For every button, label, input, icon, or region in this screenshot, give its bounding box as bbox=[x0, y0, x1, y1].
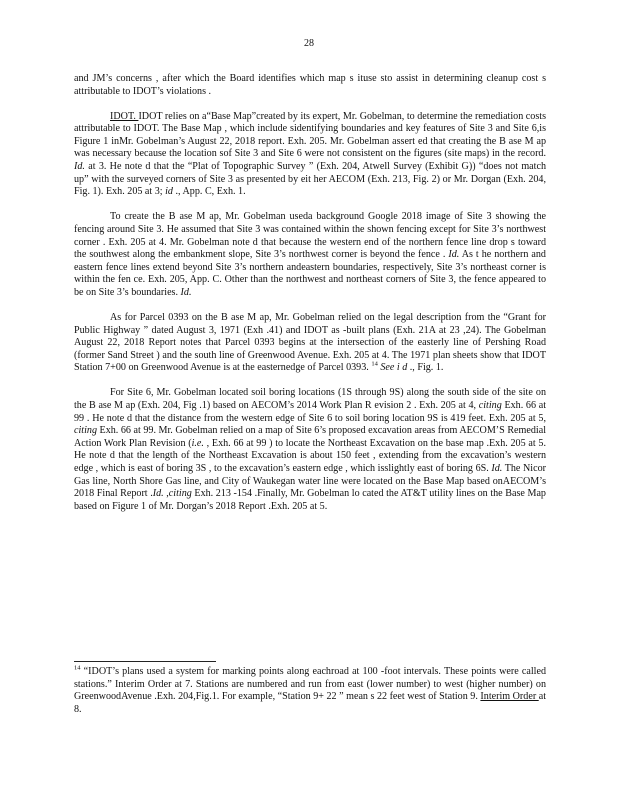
text-run: As for Parcel 0393 on the B ase M ap, Mr. Gobelman relied on the legal description from the “Grant for Public Highway ” dated August 3, 1971 (Exh .41) and IDOT as -built plans (Exh. 21A at 23 ,24). The Gobelman August 22, 2018 Report notes that Parcel 0393 begins at the intersection of the easterly line of Pershing Road (former Sand Street ) and the south line of Greenwood Avenue. Exh. 205 at 4. The 1971 plan sheets show that IDOT Station 7+00 on Greenwood Avenue is at the easternedge of Parcel 0393. bbox=[74, 312, 546, 374]
footnote-marker: 14 bbox=[371, 361, 378, 369]
citation-text: Id. bbox=[152, 488, 164, 500]
footnote-14 bbox=[74, 666, 546, 716]
paragraph-continuation bbox=[74, 73, 546, 98]
footnote-divider bbox=[74, 661, 216, 662]
text-run: “IDOT’s plans used a system for marking points along eachroad at 100 -foot intervals. These points were called stations.” Interim Order at 7. Stations are numbered and run from east (lower number) to west (higher number) on GreenwoodAvenue .Exh. 204,Fig.1. For example, “Station 9+ 22 ” mean s 22 feet west of Station 9. bbox=[74, 666, 546, 703]
body-text bbox=[74, 73, 546, 526]
text-run: Exh. 66 at 99. Mr. Gobelman relied on a map of Site 6’s proposed excavation areas from AECOM’S Remedial Action Work Plan Revision ( bbox=[74, 425, 546, 449]
paragraph-parcel-0393 bbox=[74, 312, 546, 375]
paragraph-site-3 bbox=[74, 211, 546, 299]
page-number: 28 bbox=[304, 38, 314, 49]
citation-text: i.e. bbox=[191, 437, 204, 449]
citation-text: See i d bbox=[380, 362, 408, 374]
citation-text: id bbox=[165, 186, 173, 198]
text-run: , Exh. 66 at 99 ) to locate the Northeast Excavation on the base map .Exh. 205 at 5. He note d that the length of the Northeast Excavation is about 150 feet , extending from the excavation’s western edge , which is east of boring 3S , to the excavation’s eastern edge , which isslightly east of boring 6S. bbox=[74, 437, 546, 475]
text-run: Exh. 213 -154 .Finally, Mr. Gobelman lo cated the AT&T utility lines on the Base Map based on Figure 1 of Mr. Dorgan’s 2018 Report .Exh. 205 at 5. bbox=[74, 488, 546, 512]
paragraph-site-6 bbox=[74, 387, 546, 513]
citation-text: Id. bbox=[180, 286, 192, 298]
text-run: ., Fig. 1. bbox=[407, 362, 444, 374]
text-run: ., App. C, Exh. 1. bbox=[172, 186, 246, 198]
citation-text: Id. bbox=[74, 161, 85, 173]
paragraph-idot-base-map bbox=[74, 111, 546, 199]
underlined-text: Interim Order bbox=[480, 691, 539, 703]
text-run: Exh. 66 at 99 . He note d that the distance from the western edge of Site 6 to soil boring location 9S is 419 feet. Exh. 205 at 5, bbox=[74, 400, 547, 424]
citation-text: citing bbox=[74, 425, 97, 437]
citation-text: citing bbox=[478, 400, 502, 412]
text-run: To create the B ase M ap, Mr. Gobelman useda background Google 2018 image of Site 3 showing the fencing around Site 3. He assumed that Site 3 was contained within the shown fencing except for Site 3’s northwest corner . Exh. 205 at 4. Mr. Gobelman note d that because the western end of the northern fence line drop s toward the southwest along the embankment slope, Site 3’s northwest corner is beyond the fence . bbox=[74, 211, 546, 261]
text-run: IDOT relies on a“Base Map”created by its expert, Mr. Gobelman, to determine the remediation costs attributable to IDOT. The Base Map , which include sidentifying boundaries and key features of Site 3 and Site 6,is Figure 1 inMr. Gobelman’s August 22, 2018 report. Exh. 205. Mr. Gobelman assert ed that creating the B ase M ap was necessary because the location sof Site 3 and Site 6 were not consistent on the figures (site maps) in the record. bbox=[74, 110, 546, 160]
text-run: at 3. He note d that the “Plat of Topographic Survey ” (Exh. 204, Atwell Survey (Exhibit G)) “does not match up” with the surveyed corners of Site 3 as presented by eit her AECOM (Exh. 213, Fig. 2) or Mr. Dorgan (Exh. 204, Fig. 1). Exh. 205 at 3; bbox=[74, 161, 546, 198]
citation-text: Id. bbox=[491, 463, 503, 475]
text-run: For Site 6, Mr. Gobelman located soil boring locations (1S through 9S) along the south side of the site on the B ase M ap (Exh. 204, Fig .1) based on AECOM’s 2014 Work Plan R evision 2 . Exh. 205 at 4, bbox=[74, 387, 546, 412]
text-run: , bbox=[163, 488, 169, 500]
text-run: The Nicor Gas line, North Shore Gas line, and City of Waukegan water line were located on the Base Map based onAECOM’s 2018 Final Report . bbox=[74, 463, 546, 500]
text-run: As t he northern and eastern fence lines extend beyond Site 3’s northern andeastern boundaries, respectively, Site 3’s northeast corner is within the fen ce. Exh. 205, App. C. Other than the northwest and northeast corners of Site 3, the fence appeared to be on Site 3’s boundaries. bbox=[74, 249, 546, 298]
citation-text: Id. bbox=[448, 249, 460, 261]
text-run: at 8. bbox=[74, 691, 547, 715]
underlined-text: IDOT. bbox=[110, 110, 139, 122]
text-run: and JM’s concerns , after which the Board identifies which map s ituse sto assist in determining cleanup cost s attributable to IDOT’s violations . bbox=[74, 73, 546, 97]
citation-text: citing bbox=[168, 488, 192, 500]
footnote-marker: 14 bbox=[74, 664, 81, 672]
